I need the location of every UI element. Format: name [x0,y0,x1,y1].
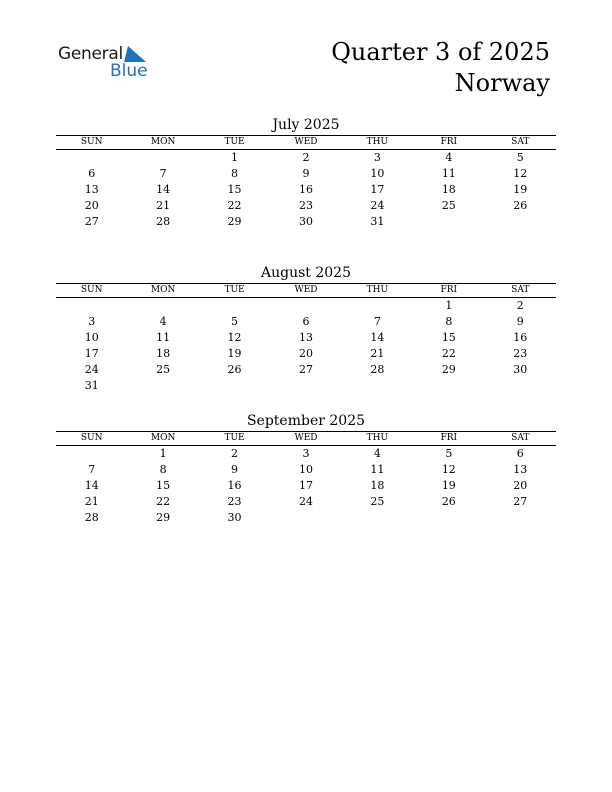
day-cell: 28 [370,363,385,376]
day-cell [56,150,127,167]
day-cell: 25 [441,199,456,212]
day-cell: 30 [298,215,313,228]
day-cell: 17 [298,479,313,492]
logo-general-text: General [58,44,123,64]
day-cell: 19 [227,347,242,360]
day-cell: 9 [302,167,310,180]
weekday-label: MON [127,432,198,446]
day-cell: 30 [513,363,528,376]
weekday-label: MON [127,136,198,150]
week-row [56,198,556,214]
day-cell: 9 [231,463,239,476]
weekday-label: SUN [56,284,127,298]
weekday-label: SUN [56,432,127,446]
week-row [56,510,556,526]
day-cell [342,378,413,394]
day-cell: 7 [373,315,381,328]
weekday-label: THU [342,284,413,298]
weekday-label: TUE [199,136,270,150]
day-cell: 15 [227,183,242,196]
day-cell: 16 [227,479,242,492]
weekday-label: WED [270,432,341,446]
week-row [56,182,556,198]
day-cell: 21 [156,199,171,212]
day-cell: 22 [156,495,171,508]
day-cell: 21 [370,347,385,360]
week-row [56,150,556,167]
day-cell: 30 [227,511,242,524]
day-cell: 26 [513,199,528,212]
calendar-grid [56,431,556,526]
day-cell [413,378,484,394]
day-cell: 17 [84,347,99,360]
day-cell: 19 [441,479,456,492]
week-row [56,494,556,510]
day-cell: 11 [370,463,385,476]
day-cell: 5 [445,447,453,460]
weekday-header-row [56,136,556,150]
day-cell [485,510,556,526]
day-cell: 24 [298,495,313,508]
day-cell: 25 [370,495,385,508]
day-cell: 4 [445,151,453,164]
day-cell [270,510,341,526]
day-cell: 3 [373,151,381,164]
weekday-label: WED [270,136,341,150]
day-cell: 6 [88,167,96,180]
day-cell: 31 [370,215,385,228]
day-cell: 29 [441,363,456,376]
week-row [56,298,556,315]
logo-triangle-icon [124,46,146,62]
day-cell: 27 [298,363,313,376]
day-cell: 22 [227,199,242,212]
weekday-label: FRI [413,284,484,298]
week-row [56,462,556,478]
weekday-label: SAT [485,432,556,446]
day-cell: 29 [156,511,171,524]
day-cell: 12 [441,463,456,476]
week-row [56,362,556,378]
generalblue-logo [58,44,158,84]
week-row [56,166,556,182]
day-cell [342,510,413,526]
day-cell: 6 [302,315,310,328]
day-cell [127,298,198,315]
month-title: August 2025 [261,265,351,281]
day-cell: 5 [516,151,524,164]
day-cell: 10 [370,167,385,180]
weekday-header-row [56,432,556,446]
day-cell [413,510,484,526]
day-cell: 18 [441,183,456,196]
day-cell: 23 [298,199,313,212]
day-cell [56,446,127,463]
day-cell: 26 [441,495,456,508]
month-block-august [56,263,556,394]
day-cell [413,214,484,230]
weekday-label: SAT [485,136,556,150]
weekday-label: TUE [199,284,270,298]
day-cell: 8 [445,315,453,328]
calendar-grid [56,135,556,230]
weekday-label: SUN [56,136,127,150]
day-cell [485,378,556,394]
day-cell: 8 [159,463,167,476]
day-cell: 24 [84,363,99,376]
day-cell [270,298,341,315]
month-block-september [56,411,556,526]
day-cell: 2 [516,299,524,312]
day-cell: 20 [84,199,99,212]
weekday-label: WED [270,284,341,298]
day-cell: 27 [84,215,99,228]
day-cell [56,298,127,315]
week-row [56,214,556,230]
day-cell: 13 [513,463,528,476]
weekday-label: SAT [485,284,556,298]
day-cell: 11 [441,167,456,180]
day-cell: 7 [159,167,167,180]
day-cell: 27 [513,495,528,508]
month-title: July 2025 [272,117,340,133]
day-cell: 14 [84,479,99,492]
calendar-grid [56,283,556,394]
day-cell: 25 [156,363,171,376]
day-cell: 23 [227,495,242,508]
weekday-label: FRI [413,136,484,150]
week-row [56,314,556,330]
day-cell: 18 [370,479,385,492]
day-cell: 4 [373,447,381,460]
day-cell: 3 [88,315,96,328]
weekday-header-row [56,284,556,298]
day-cell: 26 [227,363,242,376]
day-cell: 3 [302,447,310,460]
day-cell: 15 [441,331,456,344]
day-cell: 10 [298,463,313,476]
week-row [56,330,556,346]
page-title [331,37,550,99]
day-cell: 9 [516,315,524,328]
day-cell: 28 [84,511,99,524]
day-cell: 13 [84,183,99,196]
day-cell: 7 [88,463,96,476]
day-cell: 29 [227,215,242,228]
day-cell: 15 [156,479,171,492]
day-cell: 19 [513,183,528,196]
day-cell: 20 [298,347,313,360]
week-row [56,478,556,494]
day-cell: 17 [370,183,385,196]
weekday-label: FRI [413,432,484,446]
weekday-label: TUE [199,432,270,446]
day-cell: 2 [231,447,239,460]
day-cell [127,150,198,167]
week-row [56,346,556,362]
day-cell: 11 [156,331,171,344]
logo-blue-text: Blue [110,61,148,81]
month-block-july [56,115,556,230]
title-quarter: Quarter 3 of 2025 [331,38,550,66]
day-cell: 31 [84,379,99,392]
day-cell: 2 [302,151,310,164]
day-cell: 1 [445,299,453,312]
title-country: Norway [454,69,550,97]
day-cell: 16 [298,183,313,196]
day-cell: 22 [441,347,456,360]
day-cell [270,378,341,394]
day-cell [485,214,556,230]
day-cell: 21 [84,495,99,508]
day-cell: 6 [516,447,524,460]
day-cell: 1 [159,447,167,460]
day-cell: 10 [84,331,99,344]
day-cell: 16 [513,331,528,344]
day-cell: 23 [513,347,528,360]
day-cell: 28 [156,215,171,228]
day-cell: 4 [159,315,167,328]
day-cell: 12 [513,167,528,180]
weekday-label: THU [342,432,413,446]
day-cell [127,378,198,394]
day-cell: 14 [370,331,385,344]
weekday-label: MON [127,284,198,298]
week-row [56,378,556,394]
day-cell: 18 [156,347,171,360]
day-cell: 20 [513,479,528,492]
day-cell: 24 [370,199,385,212]
day-cell: 5 [231,315,239,328]
day-cell: 1 [231,151,239,164]
weekday-label: THU [342,136,413,150]
day-cell: 13 [298,331,313,344]
day-cell [199,298,270,315]
day-cell: 14 [156,183,171,196]
day-cell: 12 [227,331,242,344]
day-cell [199,378,270,394]
day-cell [342,298,413,315]
month-title: September 2025 [246,413,366,429]
day-cell: 8 [231,167,239,180]
week-row [56,446,556,463]
